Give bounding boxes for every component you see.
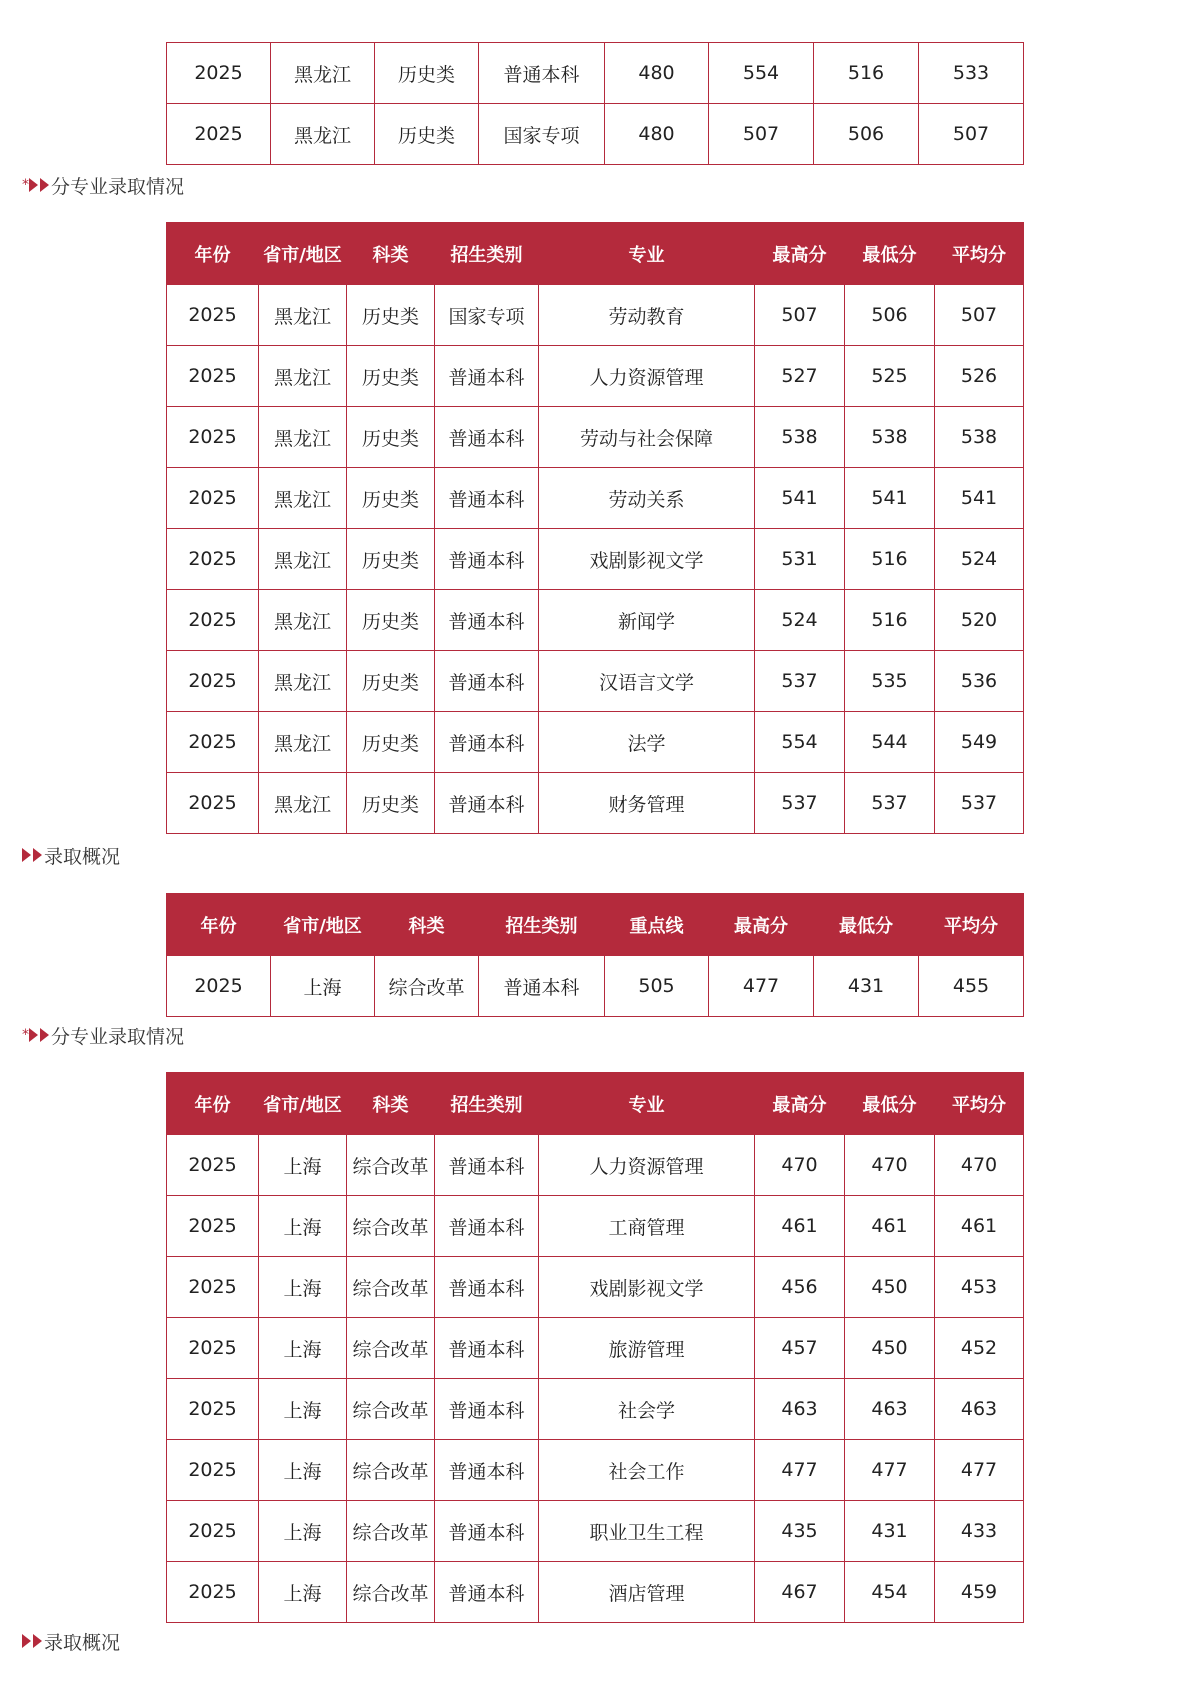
table-cell: 普通本科: [435, 407, 539, 468]
table-cell: 452: [935, 1318, 1024, 1379]
table-cell: 467: [755, 1562, 845, 1623]
table-cell: 普通本科: [435, 529, 539, 590]
table-cell: 537: [755, 651, 845, 712]
table-cell: 综合改革: [347, 1318, 435, 1379]
table-cell: 上海: [259, 1501, 347, 1562]
table-cell: 普通本科: [435, 1318, 539, 1379]
table-cell: 507: [755, 285, 845, 346]
table-cell: 480: [605, 104, 709, 165]
table-cell: 2025: [167, 1501, 259, 1562]
table-cell: 459: [935, 1562, 1024, 1623]
table-cell: 431: [814, 956, 919, 1017]
column-header: 科类: [347, 1073, 435, 1135]
table-cell: 普通本科: [435, 1135, 539, 1196]
column-header: 平均分: [935, 1073, 1024, 1135]
table-cell: 2025: [167, 43, 271, 104]
table-cell: 劳动与社会保障: [539, 407, 755, 468]
table-cell: 普通本科: [435, 1440, 539, 1501]
column-header: 省市/地区: [259, 223, 347, 285]
table-cell: 综合改革: [375, 956, 479, 1017]
table-cell: 上海: [259, 1318, 347, 1379]
column-header: 最低分: [814, 894, 919, 956]
table-cell: 上海: [259, 1196, 347, 1257]
table-cell: 2025: [167, 1318, 259, 1379]
table-row: [167, 590, 1024, 651]
table-cell: 435: [755, 1501, 845, 1562]
table-row: [167, 1501, 1024, 1562]
table-cell: 历史类: [347, 651, 435, 712]
table-cell: 戏剧影视文学: [539, 529, 755, 590]
table-cell: 525: [845, 346, 935, 407]
table-cell: 普通本科: [479, 956, 605, 1017]
section-label: [22, 1628, 120, 1654]
table-cell: 2025: [167, 590, 259, 651]
table-cell: 国家专项: [479, 104, 605, 165]
table-cell: 法学: [539, 712, 755, 773]
column-header: 平均分: [919, 894, 1024, 956]
column-header: 平均分: [935, 223, 1024, 285]
column-header: 省市/地区: [271, 894, 375, 956]
table-cell: 506: [814, 104, 919, 165]
table-row: [167, 1257, 1024, 1318]
column-header: 招生类别: [435, 1073, 539, 1135]
table-cell: 477: [935, 1440, 1024, 1501]
table-cell: 2025: [167, 1379, 259, 1440]
table-row: [167, 956, 1024, 1017]
table-cell: 2025: [167, 468, 259, 529]
table-cell: 2025: [167, 1196, 259, 1257]
column-header: 省市/地区: [259, 1073, 347, 1135]
table-cell: 上海: [259, 1379, 347, 1440]
table-cell: 旅游管理: [539, 1318, 755, 1379]
table-cell: 黑龙江: [271, 43, 375, 104]
column-header: 重点线: [605, 894, 709, 956]
table-cell: 综合改革: [347, 1440, 435, 1501]
table-cell: 上海: [259, 1440, 347, 1501]
table-cell: 455: [919, 956, 1024, 1017]
table-cell: 人力资源管理: [539, 1135, 755, 1196]
table-cell: 普通本科: [435, 1379, 539, 1440]
table-cell: 470: [845, 1135, 935, 1196]
table-cell: 470: [755, 1135, 845, 1196]
table-row: [167, 104, 1024, 165]
table-cell: 综合改革: [347, 1562, 435, 1623]
table-cell: 历史类: [347, 407, 435, 468]
table-cell: 2025: [167, 407, 259, 468]
table-cell: 2025: [167, 529, 259, 590]
table-row: [167, 773, 1024, 834]
table-cell: 456: [755, 1257, 845, 1318]
table-cell: 463: [845, 1379, 935, 1440]
table-row: [167, 1318, 1024, 1379]
table-cell: 533: [919, 43, 1024, 104]
table-cell: 520: [935, 590, 1024, 651]
table-cell: 538: [845, 407, 935, 468]
table-cell: 普通本科: [435, 773, 539, 834]
table-cell: 上海: [271, 956, 375, 1017]
table-cell: 黑龙江: [259, 590, 347, 651]
table-cell: 国家专项: [435, 285, 539, 346]
table-cell: 2025: [167, 1257, 259, 1318]
table-cell: 463: [755, 1379, 845, 1440]
column-header: 最高分: [755, 223, 845, 285]
table-cell: 普通本科: [479, 43, 605, 104]
table-row: [167, 651, 1024, 712]
table-row: [167, 529, 1024, 590]
table-cell: 541: [935, 468, 1024, 529]
table-cell: 2025: [167, 712, 259, 773]
table-cell: 461: [755, 1196, 845, 1257]
table-cell: 普通本科: [435, 346, 539, 407]
table-cell: 516: [845, 590, 935, 651]
table-cell: 普通本科: [435, 1196, 539, 1257]
table-cell: 524: [755, 590, 845, 651]
table-cell: 536: [935, 651, 1024, 712]
table-cell: 507: [709, 104, 814, 165]
table-cell: 劳动教育: [539, 285, 755, 346]
table-row: [167, 1196, 1024, 1257]
table-cell: 549: [935, 712, 1024, 773]
table-row: [167, 712, 1024, 773]
section-title: 分专业录取情况: [51, 1025, 185, 1048]
table-cell: 历史类: [347, 590, 435, 651]
table-cell: 477: [709, 956, 814, 1017]
table-cell: 2025: [167, 285, 259, 346]
table-cell: 综合改革: [347, 1501, 435, 1562]
table-cell: 477: [845, 1440, 935, 1501]
triangle-icon: [40, 1028, 49, 1042]
triangle-icon: [29, 178, 38, 192]
column-header: 年份: [167, 894, 271, 956]
section-title: 录取概况: [44, 845, 121, 868]
table-cell: 普通本科: [435, 712, 539, 773]
table-cell: 470: [935, 1135, 1024, 1196]
column-header: 最低分: [845, 223, 935, 285]
table-cell: 516: [814, 43, 919, 104]
table-cell: 汉语言文学: [539, 651, 755, 712]
table-cell: 工商管理: [539, 1196, 755, 1257]
table-cell: 541: [845, 468, 935, 529]
table-cell: 450: [845, 1257, 935, 1318]
star-marker: *: [22, 1027, 29, 1043]
table-cell: 财务管理: [539, 773, 755, 834]
column-header: 招生类别: [479, 894, 605, 956]
table-cell: 526: [935, 346, 1024, 407]
table-cell: 554: [709, 43, 814, 104]
column-header: 科类: [347, 223, 435, 285]
table-cell: 2025: [167, 1562, 259, 1623]
table-cell: 黑龙江: [259, 346, 347, 407]
triangle-icon: [33, 1634, 42, 1648]
table-cell: 黑龙江: [259, 407, 347, 468]
column-header: 专业: [539, 223, 755, 285]
table-cell: 上海: [259, 1135, 347, 1196]
table-row: [167, 1135, 1024, 1196]
table-cell: 2025: [167, 1135, 259, 1196]
table-cell: 历史类: [347, 468, 435, 529]
table-cell: 社会学: [539, 1379, 755, 1440]
table-cell: 2025: [167, 1440, 259, 1501]
column-header: 最低分: [845, 1073, 935, 1135]
table-cell: 524: [935, 529, 1024, 590]
table-cell: 普通本科: [435, 590, 539, 651]
table-cell: 480: [605, 43, 709, 104]
table-cell: 2025: [167, 773, 259, 834]
table-cell: 历史类: [347, 773, 435, 834]
table-cell: 531: [755, 529, 845, 590]
table-cell: 戏剧影视文学: [539, 1257, 755, 1318]
table-cell: 454: [845, 1562, 935, 1623]
shanghai-summary-table: [166, 893, 1024, 1017]
table-cell: 历史类: [347, 346, 435, 407]
table-cell: 历史类: [375, 104, 479, 165]
table-cell: 黑龙江: [259, 529, 347, 590]
column-header: 年份: [167, 1073, 259, 1135]
table-cell: 477: [755, 1440, 845, 1501]
heilongjiang-major-table: [166, 222, 1024, 834]
table-cell: 507: [919, 104, 1024, 165]
table-cell: 历史类: [347, 712, 435, 773]
table-cell: 黑龙江: [259, 468, 347, 529]
table-cell: 463: [935, 1379, 1024, 1440]
table-cell: 2025: [167, 104, 271, 165]
table-row: [167, 468, 1024, 529]
triangle-icon: [29, 1028, 38, 1042]
table-cell: 上海: [259, 1562, 347, 1623]
section-label: [22, 842, 120, 868]
table-cell: 537: [935, 773, 1024, 834]
table-row: [167, 346, 1024, 407]
table-cell: 516: [845, 529, 935, 590]
table-cell: 535: [845, 651, 935, 712]
table-cell: 538: [935, 407, 1024, 468]
table-row: [167, 43, 1024, 104]
heilongjiang-summary-table: [166, 42, 1024, 165]
table-cell: 461: [935, 1196, 1024, 1257]
table-cell: 历史类: [375, 43, 479, 104]
section-label: [22, 172, 184, 198]
table-cell: 505: [605, 956, 709, 1017]
column-header: 科类: [375, 894, 479, 956]
section-title: 录取概况: [44, 1631, 121, 1654]
table-cell: 普通本科: [435, 651, 539, 712]
table-row: [167, 1562, 1024, 1623]
table-cell: 综合改革: [347, 1196, 435, 1257]
column-header: 最高分: [755, 1073, 845, 1135]
table-cell: 457: [755, 1318, 845, 1379]
table-cell: 上海: [259, 1257, 347, 1318]
table-cell: 职业卫生工程: [539, 1501, 755, 1562]
table-cell: 538: [755, 407, 845, 468]
triangle-icon: [40, 178, 49, 192]
triangle-icon: [33, 848, 42, 862]
table-cell: 黑龙江: [259, 285, 347, 346]
section-label: [22, 1022, 184, 1048]
table-cell: 2025: [167, 651, 259, 712]
table-cell: 综合改革: [347, 1135, 435, 1196]
table-cell: 450: [845, 1318, 935, 1379]
table-cell: 507: [935, 285, 1024, 346]
table-cell: 普通本科: [435, 1562, 539, 1623]
table-cell: 黑龙江: [259, 712, 347, 773]
triangle-icon: [22, 848, 31, 862]
table-row: [167, 1379, 1024, 1440]
table-cell: 黑龙江: [259, 773, 347, 834]
table-row: [167, 285, 1024, 346]
table-cell: 人力资源管理: [539, 346, 755, 407]
table-cell: 社会工作: [539, 1440, 755, 1501]
table-cell: 2025: [167, 956, 271, 1017]
table-cell: 506: [845, 285, 935, 346]
column-header: 最高分: [709, 894, 814, 956]
column-header: 招生类别: [435, 223, 539, 285]
table-cell: 544: [845, 712, 935, 773]
shanghai-major-table: [166, 1072, 1024, 1623]
table-cell: 普通本科: [435, 1257, 539, 1318]
section-title: 分专业录取情况: [51, 175, 185, 198]
table-cell: 541: [755, 468, 845, 529]
table-cell: 黑龙江: [259, 651, 347, 712]
table-cell: 431: [845, 1501, 935, 1562]
table-cell: 酒店管理: [539, 1562, 755, 1623]
table-row: [167, 1440, 1024, 1501]
table-cell: 黑龙江: [271, 104, 375, 165]
column-header: 年份: [167, 223, 259, 285]
table-cell: 527: [755, 346, 845, 407]
table-cell: 433: [935, 1501, 1024, 1562]
table-cell: 综合改革: [347, 1379, 435, 1440]
table-cell: 历史类: [347, 529, 435, 590]
star-marker: *: [22, 177, 29, 193]
table-cell: 历史类: [347, 285, 435, 346]
table-cell: 2025: [167, 346, 259, 407]
table-row: [167, 407, 1024, 468]
table-cell: 综合改革: [347, 1257, 435, 1318]
table-cell: 普通本科: [435, 1501, 539, 1562]
table-cell: 554: [755, 712, 845, 773]
table-cell: 普通本科: [435, 468, 539, 529]
table-cell: 461: [845, 1196, 935, 1257]
table-cell: 537: [755, 773, 845, 834]
table-cell: 新闻学: [539, 590, 755, 651]
table-cell: 劳动关系: [539, 468, 755, 529]
column-header: 专业: [539, 1073, 755, 1135]
table-cell: 453: [935, 1257, 1024, 1318]
triangle-icon: [22, 1634, 31, 1648]
table-cell: 537: [845, 773, 935, 834]
